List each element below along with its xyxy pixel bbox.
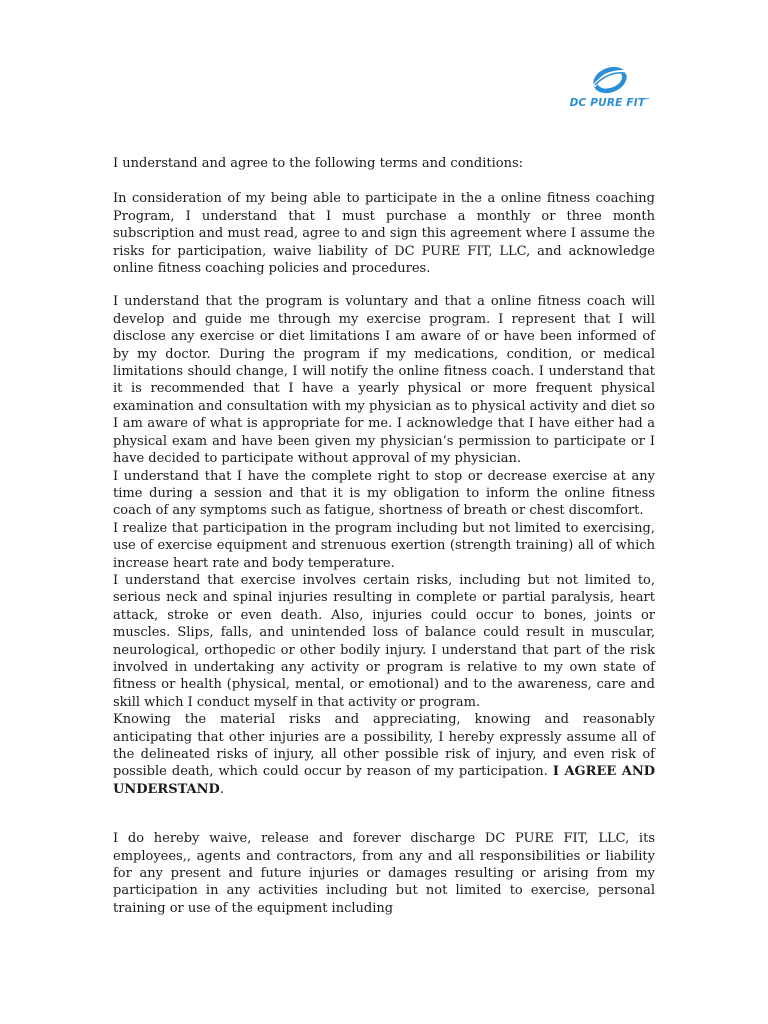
swoosh-logo-icon [564, 62, 656, 98]
agree-understand-emphasis: I AGREE AND UNDERSTAND [113, 764, 655, 797]
assume-risk-end: . [219, 781, 224, 797]
paragraph-waiver: I do hereby waive, release and forever discharge DC PURE FIT, LLC, its employees,, agents and contractors, from any and all responsibilities or liability for any present and future injuries or damages resulting or arising from my participation in any activities including but not limited to exercise, personal training or use of the equipment including [113, 831, 655, 916]
dc-pure-fit-logo [564, 62, 656, 120]
paragraph-risks: I understand that exercise involves certain risks, including but not limited to, serious neck and spinal injuries resulting in complete or partial paralysis, heart attack, stroke or even death. Also, injuries could occur to bones, joints or muscles. Slips, falls, and unintended loss of balance could result in muscular, neurological, orthopedic or other bodily injury. I understand that part of the risk involved in undertaking any activity or program is relative to my own state of fitness or health (physical, mental, or emotional) and to the awareness, care and skill which I conduct myself in that activity or program. [113, 572, 655, 710]
paragraph-right-to-stop: I understand that I have the complete right to stop or decrease exercise at any time during a session and that it is my obligation to inform the online fitness coach of any symptoms such as fatigue, shortness of breath or chest discomfort. [113, 468, 655, 519]
assume-risk-text: Knowing the material risks and appreciating, knowing and reasonably anticipating that other injuries are a possibility, I hereby expressly assume all of the delineated risks of injury, all other possible risk of injury, and even risk of possible death, which could occur by reason of my participation. [113, 712, 655, 780]
paragraph-participation: I realize that participation in the program including but not limited to exercising, use of exercise equipment and strenuous exertion (strength training) all of which increase heart rate and body temperature. [113, 520, 655, 571]
logo-trademark: ™ [645, 97, 651, 104]
logo-text: DC PURE FIT [569, 97, 646, 109]
paragraph-voluntary: I understand that the program is voluntary and that a online fitness coach will develop and guide me through my exercise program. I represent that I will disclose any exercise or diet limitations I am aware of or have been informed of by my doctor. During the program if my medications, condition, or medical limitations should change, I will notify the online fitness coach. I understand that it is recommended that I have a yearly physical or more frequent physical examination and consultation with my physician as to physical activity and diet so I am aware of what is appropriate for me. I acknowledge that I have either had a physical exam and have been given my physician’s permission to participate or I have decided to participate without approval of my physician. [113, 294, 655, 467]
paragraph-consideration: In consideration of my being able to participate in the a online fitness coaching Program, I understand that I must purchase a monthly or three month subscription and must read, agree to and sign this agreement where I assume the risks for participation, waive liability of DC PURE FIT, LLC, and acknowledge online fitness coaching policies and procedures. [113, 191, 655, 277]
waiver-clip [113, 830, 655, 917]
intro-heading: I understand and agree to the following terms and conditions: [113, 156, 524, 171]
logo-wordmark [564, 97, 656, 109]
paragraph-assume-risk [113, 711, 655, 798]
agreement-body [113, 155, 655, 917]
